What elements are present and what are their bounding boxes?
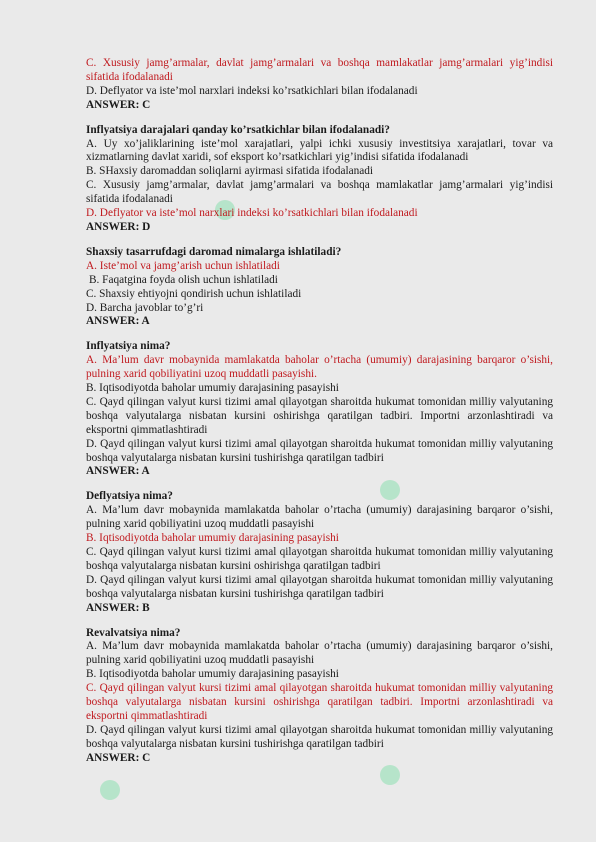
- answer-key: ANSWER: A: [86, 465, 150, 478]
- answer-option: C. Shaxsiy ehtiyojni qondirish uchun ishlatiladi: [86, 287, 302, 300]
- answer-option: A. Ma’lum davr mobaynida mamlakatda baholar o’rtacha (umumiy) darajasining barqaror o’sishi, pulning xarid qobiliyatini uzoq muddatli pasayishi: [86, 504, 553, 531]
- answer-key: ANSWER: C: [86, 98, 151, 111]
- correct-option: A. Ma’lum davr mobaynida mamlakatda baholar o’rtacha (umumiy) darajasining barqaror o’sishi, pulning xarid qobiliyatini uzoq muddatli pasayishi.: [86, 354, 553, 381]
- answer-option: B. Faqatgina foyda olish uchun ishlatiladi: [89, 273, 278, 286]
- correct-option: C. Xususiy jamg’armalar, davlat jamg’armalari va boshqa mamlakatlar jamg’armalari yig’indisi sifatida ifodalanadi: [86, 57, 553, 83]
- correct-option: A. Iste’mol va jamg’arish uchun ishlatiladi: [86, 259, 280, 272]
- question-block: [86, 627, 553, 766]
- question-title: Inflyatsiya darajalari qanday ko’rsatkichlar bilan ifodalanadi?: [86, 123, 390, 136]
- answer-key: ANSWER: A: [86, 315, 150, 328]
- watermark-mark: [100, 780, 120, 800]
- correct-option: C. Qayd qilingan valyut kursi tizimi amal qilayotgan sharoitda hukumat tomonidan milliy valyutaning boshqa valyutalarga nisbatan kursini oshirishga qaratilgan tadbiri. Importni arzonlashtiradi va eksportni qimmatlashtiradi: [86, 682, 553, 722]
- question-title: Shaxsiy tasarrufdagi daromad nimalarga ishlatiladi?: [86, 245, 342, 258]
- question-block: [86, 246, 553, 329]
- question-title: Inflyatsiya nima?: [86, 340, 171, 353]
- answer-option: A. Ma’lum davr mobaynida mamlakatda baholar o’rtacha (umumiy) darajasining barqaror o’sishi, pulning xarid qobiliyatini uzoq muddatli pasayishi: [86, 640, 553, 667]
- correct-option: D. Deflyator va iste’mol narxlari indeksi ko’rsatkichlari bilan ifodalanadi: [86, 207, 418, 220]
- document-body: [86, 57, 553, 777]
- answer-option: C. Qayd qilingan valyut kursi tizimi amal qilayotgan sharoitda hukumat tomonidan milliy valyutaning boshqa valyutalarga nisbatan kursini oshirishga qaratilgan tadbiri: [86, 546, 553, 572]
- answer-option: C. Xususiy jamg’armalar, davlat jamg’armalari va boshqa mamlakatlar jamg’armalari yig’indisi sifatida ifodalanadi: [86, 179, 553, 206]
- answer-option: D. Deflyator va iste’mol narxlari indeksi ko’rsatkichlari bilan ifodalanadi: [86, 84, 418, 97]
- answer-key: ANSWER: B: [86, 601, 150, 614]
- answer-option: B. SHaxsiy daromaddan soliqlarni ayirmasi sifatida ifodalanadi: [86, 165, 374, 178]
- answer-key: ANSWER: D: [86, 220, 151, 233]
- question-block: [86, 490, 553, 615]
- question-block: [86, 57, 553, 113]
- answer-option: D. Qayd qilingan valyut kursi tizimi amal qilayotgan sharoitda hukumat tomonidan milliy valyutaning boshqa valyutalarga nisbatan kursini tushirishga qaratilgan tadbiri: [86, 437, 553, 464]
- question-block: [86, 340, 553, 479]
- question-title: Deflyatsiya nima?: [86, 490, 173, 503]
- answer-option: C. Qayd qilingan valyut kursi tizimi amal qilayotgan sharoitda hukumat tomonidan milliy valyutaning boshqa valyutalarga nisbatan kursini oshirishga qaratilgan tadbiri. Importni arzonlashtiradi va eksportni qimmatlashtiradi: [86, 395, 553, 436]
- answer-option: A. Uy xo’jaliklarining iste’mol xarajatlari, yalpi ichki xususiy investitsiya xarajatlari, tovar va xizmatlarning davlat xaridi, sof eksport ko’rsatkichlari yig’indisi sifatida ifodalanadi: [86, 137, 553, 164]
- answer-key: ANSWER: C: [86, 751, 151, 764]
- answer-option: B. Iqtisodiyotda baholar umumiy darajasining pasayishi: [86, 382, 339, 395]
- answer-option: D. Barcha javoblar to’g’ri: [86, 301, 204, 314]
- correct-option: B. Iqtisodiyotda baholar umumiy darajasining pasayishi: [86, 532, 339, 545]
- question-title: Revalvatsiya nima?: [86, 626, 181, 639]
- question-block: [86, 124, 553, 235]
- answer-option: B. Iqtisodiyotda baholar umumiy darajasining pasayishi: [86, 668, 339, 681]
- answer-option: D. Qayd qilingan valyut kursi tizimi amal qilayotgan sharoitda hukumat tomonidan milliy valyutaning boshqa valyutalarga nisbatan kursini tushirishga qaratilgan tadbiri: [86, 723, 553, 750]
- answer-option: D. Qayd qilingan valyut kursi tizimi amal qilayotgan sharoitda hukumat tomonidan milliy valyutaning boshqa valyutalarga nisbatan kursini tushirishga qaratilgan tadbiri: [86, 573, 553, 600]
